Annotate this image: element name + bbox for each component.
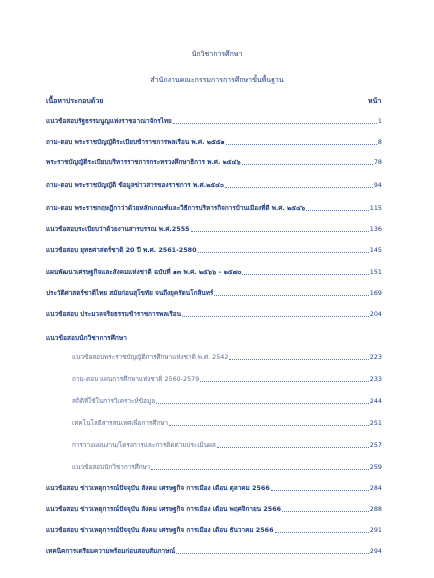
toc-entry-page: 244 <box>369 397 382 405</box>
toc-entry-title: สถิติที่ใช้ในการวิเคราะห์ข้อมูล <box>72 397 156 405</box>
dot-leader <box>169 425 369 426</box>
toc-entry-title: เทคโนโลยีสารสนเทศเพื่อการศึกษา <box>72 419 169 427</box>
dot-leader <box>151 469 368 470</box>
toc-sub-entry <box>0 462 434 474</box>
toc-entry-title: แนวข้อสอบ ประมวลจริยธรรมข้าราชการพลเรือน <box>46 310 181 318</box>
toc-entry-page: 145 <box>369 246 382 254</box>
toc-entry-title: ถาม-ตอบ พระราชกฤษฎีกาว่าด้วยหลักเกณฑ์และวิธีการบริหารกิจการบ้านเมืองที่ดี พ.ศ. ๒๕๔๖ <box>46 204 305 212</box>
dot-leader <box>282 511 369 512</box>
dot-leader <box>182 316 369 317</box>
dot-leader <box>198 252 369 253</box>
page-column-label: หน้า <box>368 97 382 105</box>
toc-entry-page: 257 <box>369 441 382 449</box>
toc-entry-page: 169 <box>369 289 382 297</box>
toc-entry <box>0 203 434 215</box>
section-heading: แนวข้อสอบนักวิชาการศึกษา <box>46 334 127 342</box>
toc-entry-title: แนวข้อสอบ ข่าวเหตุการณ์ปัจจุบัน สังคม เศรษฐกิจ การเมือง เดือน พฤศจิกายน 2566 <box>46 505 282 513</box>
toc-entry <box>0 483 434 495</box>
toc-entry-page: 294 <box>369 547 382 555</box>
toc-entry-page: 291 <box>369 526 382 534</box>
dot-leader <box>242 164 373 165</box>
dot-leader <box>176 553 369 554</box>
toc-entry-page: 284 <box>369 484 382 492</box>
toc-entry-page: 259 <box>369 463 382 471</box>
dot-leader <box>217 447 369 448</box>
contents-label: เนื้อหาประกอบด้วย <box>46 97 104 105</box>
toc-entry-page: 288 <box>369 505 382 513</box>
toc-sub-entry <box>0 374 434 386</box>
toc-entry-title: พระราชบัญญัติระเบียบบริหารราชการกระทรวงศึกษาธิการ พ.ศ. ๒๕๔๖ <box>46 158 241 166</box>
toc-entry-title: ถาม-ตอบ พระราชบัญญัติ ข้อมูลข่าวสารของราชการ พ.ศ.๒๕๔๐ <box>46 181 224 189</box>
toc-entry-page: 78 <box>373 158 382 166</box>
dot-leader <box>225 187 373 188</box>
toc-entry-page: 223 <box>369 353 382 361</box>
toc-entry <box>0 288 434 300</box>
dot-leader <box>173 123 377 124</box>
toc-sub-entry <box>0 418 434 430</box>
toc-entry-title: การวางแผนงาน/โครงการและการติดตามประเมินผล <box>72 441 216 449</box>
toc-entry-page: 115 <box>369 204 382 212</box>
toc-entry-title: แนวข้อสอบ ยุทธศาสตร์ชาติ 20 ปี พ.ศ. 2561-2580 <box>46 246 197 254</box>
toc-entry-page: 233 <box>369 375 382 383</box>
toc-entry-title: แนวข้อสอบ ข่าวเหตุการณ์ปัจจุบัน สังคม เศรษฐกิจ การเมือง เดือน ตุลาคม 2566 <box>46 484 270 492</box>
dot-leader <box>306 210 369 211</box>
toc-entry-title: แผนพัฒนาเศรษฐกิจและสังคมแห่งชาติ ฉบับที่ ๑๓ พ.ศ. ๒๕๖๖ – ๒๕๗๐ <box>46 268 242 276</box>
toc-entry <box>0 180 434 192</box>
toc-entry-title: เทคนิคการเตรียมความพร้อมก่อนสอบสัมภาษณ์ <box>46 547 176 555</box>
toc-sub-entry <box>0 440 434 452</box>
toc-entry-title: ถาม-ตอบ แผนการศึกษาแห่งชาติ 2560-2579 <box>72 375 200 383</box>
dot-leader <box>226 144 377 145</box>
toc-entry-page: 251 <box>369 419 382 427</box>
dot-leader <box>229 359 368 360</box>
dot-leader <box>191 231 369 232</box>
toc-entry-page: 1 <box>377 117 382 125</box>
toc-entry-title: แนวข้อสอบ ข่าวเหตุการณ์ปัจจุบัน สังคม เศรษฐกิจ การเมือง เดือน ธันวาคม 2566 <box>46 526 274 534</box>
toc-entry-title: แนวข้อสอบพระราชบัญญัติการศึกษาแห่งชาติ พ.ศ. 2542 <box>72 353 229 361</box>
toc-entry <box>0 309 434 321</box>
dot-leader <box>156 403 369 404</box>
dot-leader <box>214 295 368 296</box>
toc-entry <box>0 137 434 149</box>
toc-entry <box>0 525 434 537</box>
toc-entry-page: 136 <box>369 225 382 233</box>
toc-entry-page: 94 <box>373 181 382 189</box>
toc-entry-title: แนวข้อสอบรัฐธรรมนูญแห่งราชอาณาจักรไทย <box>46 117 172 125</box>
toc-sub-entry <box>0 352 434 364</box>
toc-entry <box>0 267 434 279</box>
toc-entry-page: 8 <box>377 138 382 146</box>
document-subtitle: สำนักงานคณะกรรมการการศึกษาขั้นพื้นฐาน <box>150 76 284 84</box>
toc-entry-page: 151 <box>369 268 382 276</box>
toc-entry <box>0 546 434 558</box>
toc-entry-title: แนวข้อสอบระเบียบว่าด้วยงานสารบรรณ พ.ศ.2555 <box>46 225 190 233</box>
dot-leader <box>275 532 369 533</box>
toc-entry <box>0 504 434 516</box>
dot-leader <box>200 381 369 382</box>
toc-entry <box>0 157 434 169</box>
dot-leader <box>271 490 369 491</box>
toc-entry-title: ประวัติศาสตร์ชาติไทย สมัยก่อนสุโขทัย จนถึงยุครัตนโกสินทร์ <box>46 289 214 297</box>
toc-entry <box>0 116 434 128</box>
toc-sub-entry <box>0 396 434 408</box>
document-title: นักวิชาการศึกษา <box>191 50 243 58</box>
toc-entry-page: 204 <box>369 310 382 318</box>
toc-entry-title: แนวข้อสอบนักวิชาการศึกษา <box>72 463 151 471</box>
toc-entry <box>0 245 434 257</box>
dot-leader <box>242 274 368 275</box>
toc-entry <box>0 224 434 236</box>
toc-entry-title: ถาม-ตอบ พระราชบัญญัติระเบียบข้าราชการพลเรือน พ.ศ. ๒๕๕๑ <box>46 138 225 146</box>
